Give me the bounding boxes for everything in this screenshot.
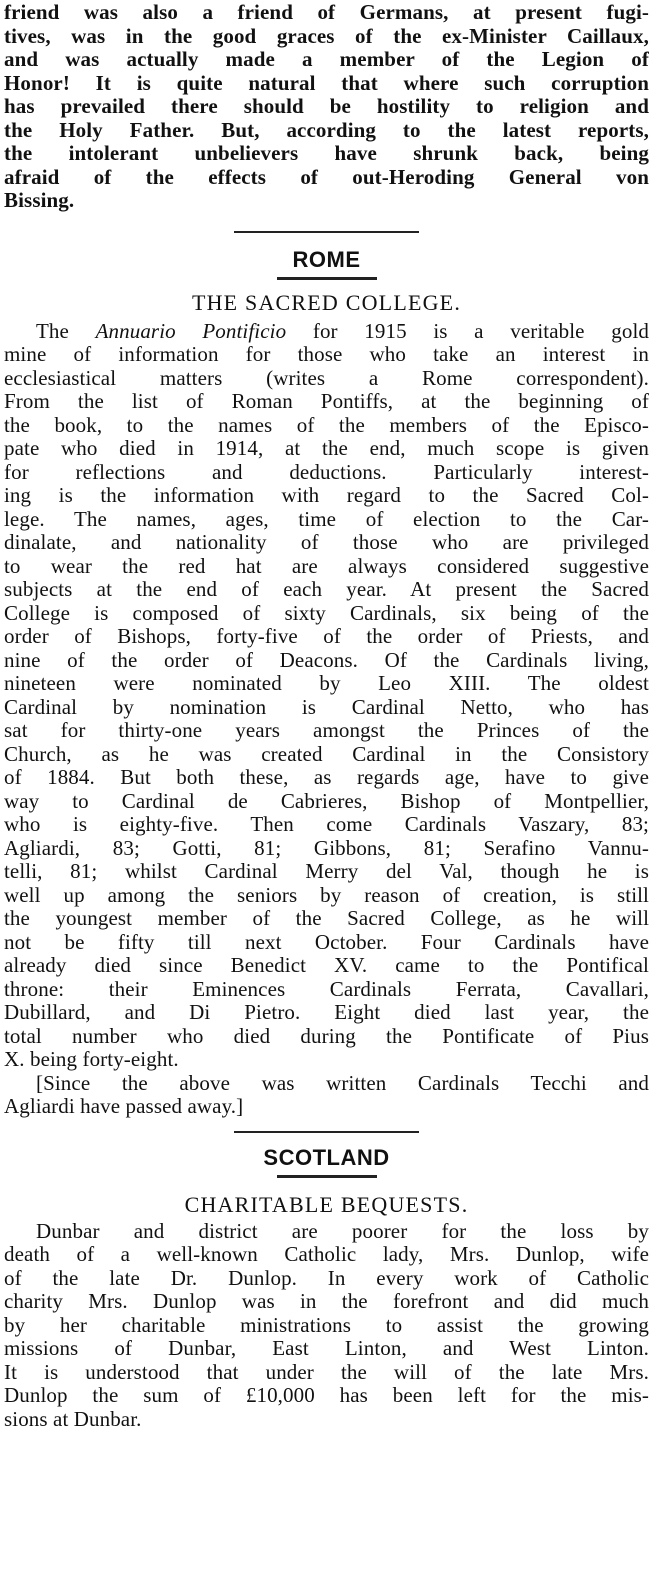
text-run: The xyxy=(36,319,96,343)
article-line: pate who died in 1914, at the end, much scope is given xyxy=(4,437,649,460)
intro-line: tives, was in the good graces of the ex-Minister Caillaux, xyxy=(4,24,649,48)
article-line: subjects at the end of each year. At present the Sacred xyxy=(4,578,649,601)
article-line: dinalate, and nationality of those who are privileged xyxy=(4,531,649,554)
intro-line: has prevailed there should be hostility to religion and xyxy=(4,95,649,118)
publication-title: Annuario Pontificio xyxy=(95,319,287,343)
article-line: nineteen were nominated by Leo XIII. The oldest xyxy=(4,672,649,695)
editor-note-line: Agliardi have passed away.] xyxy=(4,1095,244,1118)
intro-line: and was actually made a member of the Legion of xyxy=(4,48,649,71)
article-line: well up among the seniors by reason of creation, is still xyxy=(4,883,649,907)
article-line: nine of the order of Deacons. Of the Cardinals living, xyxy=(4,648,649,672)
article-line: telli, 81; whilst Cardinal Merry del Val, though he is xyxy=(4,860,649,883)
intro-line: afraid of the effects of out-Heroding General von xyxy=(4,165,649,189)
section-heading-scotland: SCOTLAND xyxy=(263,1144,390,1170)
section-divider xyxy=(234,1131,419,1133)
article-line: Cardinal by nomination is Cardinal Netto, who has xyxy=(4,695,649,719)
article-line: to wear the red hat are always considered suggestive xyxy=(4,554,649,578)
article-first-line xyxy=(4,320,649,344)
article-line: X. being forty-eight. xyxy=(4,1048,179,1071)
article-title-sacred-college: THE SACRED COLLEGE. xyxy=(191,289,462,315)
document-page xyxy=(4,0,649,1431)
heading-underline xyxy=(277,277,377,280)
editor-note-line: [Since the above was written Cardinals Tecchi and xyxy=(36,1071,649,1095)
article-line: total number who died during the Pontificate of Pius xyxy=(4,1024,649,1048)
article-line: by her charitable ministrations to assist the growing xyxy=(4,1313,649,1337)
article-line: way to Cardinal de Cabrieres, Bishop of Montpellier, xyxy=(4,789,649,813)
rome-article-body xyxy=(4,320,649,1119)
article-line: Dubillard, and Di Pietro. Eight died last year, the xyxy=(4,1001,649,1024)
article-line: the book, to the names of the members of the Episco- xyxy=(4,413,649,437)
article-line: of the late Dr. Dunlop. In every work of Catholic xyxy=(4,1266,649,1290)
intro-paragraph xyxy=(4,0,649,213)
section-divider xyxy=(234,231,419,233)
article-line: of 1884. But both these, as regards age, have to give xyxy=(4,766,649,789)
article-line: Church, as he was created Cardinal in the Consistory xyxy=(4,742,649,766)
intro-line: the intolerant unbelievers have shrunk back, being xyxy=(4,142,649,165)
article-line: sions at Dunbar. xyxy=(4,1407,142,1431)
article-line: From the list of Roman Pontiffs, at the beginning of xyxy=(4,390,649,413)
article-line: College is composed of sixty Cardinals, six being of the xyxy=(4,601,649,625)
article-line: not be fifty till next October. Four Cardinals have xyxy=(4,930,649,954)
article-line: sat for thirty-one years amongst the Princes of the xyxy=(4,719,649,742)
article-line: Dunlop the sum of £10,000 has been left for the mis- xyxy=(4,1384,649,1407)
article-line: lege. The names, ages, time of election to the Car- xyxy=(4,507,649,531)
article-line: missions of Dunbar, East Linton, and West Linton. xyxy=(4,1337,649,1360)
article-line: charity Mrs. Dunlop was in the forefront and did much xyxy=(4,1290,649,1313)
article-line: throne: their Eminences Cardinals Ferrata, Cavallari, xyxy=(4,977,649,1001)
text-run: for 1915 is a veritable gold xyxy=(286,319,649,343)
article-line: already died since Benedict XV. came to the Pontifical xyxy=(4,954,649,977)
intro-line: Honor! It is quite natural that where such corruption xyxy=(4,71,649,95)
article-line: Dunbar and district are poorer for the loss by xyxy=(36,1219,649,1243)
article-line: order of Bishops, forty-five of the order of Priests, and xyxy=(4,625,649,648)
article-line: ecclesiastical matters (writes a Rome correspondent). xyxy=(4,366,649,390)
intro-line: Bissing. xyxy=(4,189,75,212)
article-line: for reflections and deductions. Particularly interest- xyxy=(4,460,649,484)
heading-underline xyxy=(277,1175,377,1178)
article-line: ing is the information with regard to the Sacred Col- xyxy=(4,484,649,507)
article-line: the youngest member of the Sacred College, as he will xyxy=(4,907,649,930)
article-line: Agliardi, 83; Gotti, 81; Gibbons, 81; Serafino Vannu- xyxy=(4,836,649,860)
article-line: who is eighty-five. Then come Cardinals Vaszary, 83; xyxy=(4,813,649,836)
scotland-article-body xyxy=(4,1220,649,1432)
section-heading-rome: ROME xyxy=(292,246,361,272)
article-line: mine of information for those who take an interest in xyxy=(4,343,649,366)
intro-line: the Holy Father. But, according to the latest reports, xyxy=(4,118,649,142)
article-line: death of a well-known Catholic lady, Mrs. Dunlop, wife xyxy=(4,1243,649,1266)
intro-line: friend was also a friend of Germans, at present fugi- xyxy=(4,1,649,24)
article-line: It is understood that under the will of the late Mrs. xyxy=(4,1360,649,1384)
article-title-charitable-bequests: CHARITABLE BEQUESTS. xyxy=(184,1191,469,1217)
